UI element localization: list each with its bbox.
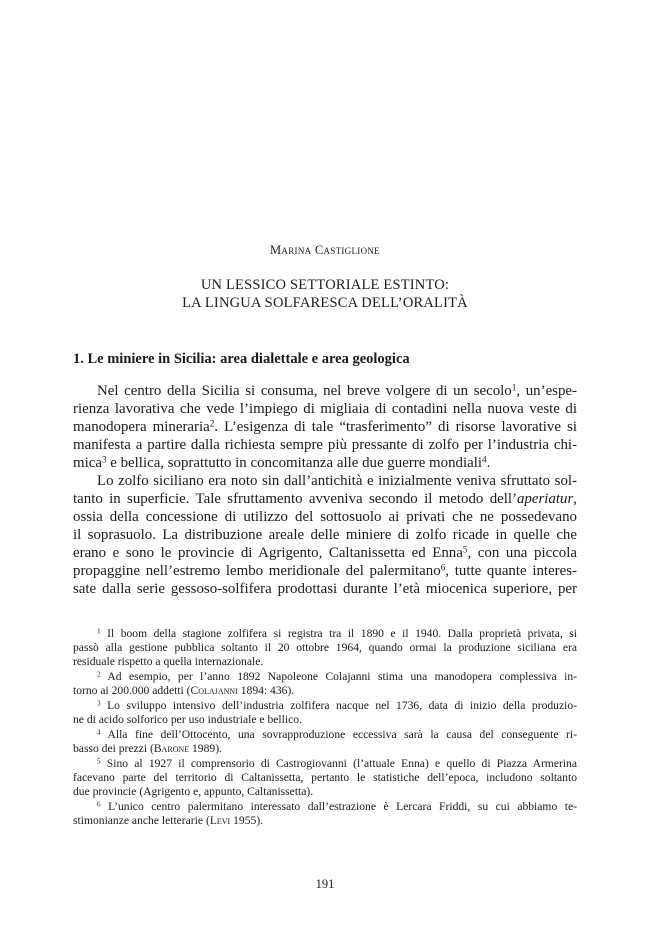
footnote-line: torno ai 200.000 addetti (Colajanni 1894: 436). xyxy=(73,684,295,697)
footnote-ref: 2 xyxy=(209,418,215,429)
body-line: manifesta a partire dalla richiesta sempre più pressante di zolfo per l’industria chi- xyxy=(73,437,577,453)
body-line: sate dalla serie gessoso-solfifera prodottasi durante l’età miocenica superiore, per xyxy=(73,581,577,597)
footnote-line: stimonianze anche letterarie (Levi 1955). xyxy=(73,814,264,827)
footnote-mark: 1 xyxy=(97,627,101,636)
body-line: propaggine nell’estremo lembo meridionale del palermitano$^6$, tutte quante interes- xyxy=(73,562,578,579)
body-line: manodopera mineraria$^2$. L’esigenza di tale “trasferimento” di risorse lavorative si xyxy=(73,418,577,435)
footnote-ref: 3 xyxy=(101,454,107,465)
footnote-ref: 6 xyxy=(440,562,446,573)
footnote-mark: 6 xyxy=(97,800,101,809)
footnote: $^3$ Lo sviluppo intensivo dell’industria zolfifera nacque nel 1736, data di inizio della produzio- xyxy=(97,699,577,712)
cited-author: Levi xyxy=(209,814,231,827)
footnote: $^6$ L’unico centro palermitano interessato dall’estrazione è Lercara Friddi, su cui abbiamo te- xyxy=(97,800,577,813)
article-title-line-1: UN LESSICO SETTORIALE ESTINTO: xyxy=(200,277,450,293)
section-heading: 1. Le miniere in Sicilia: area dialettale e area geologica xyxy=(73,351,410,367)
author-name: Marina Castiglione xyxy=(270,243,380,257)
body-line: il soprasuolo. La distribuzione areale delle miniere di zolfo ricade in quelle che xyxy=(73,527,577,543)
cited-author: Colajanni xyxy=(190,684,238,697)
footnote-line: due provincie (Agrigento e, appunto, Caltanissetta). xyxy=(73,785,314,798)
body-line: ossia della concessione di utilizzo del sottosuolo ai privati che ne possedevano xyxy=(73,509,577,525)
footnote-ref: 4 xyxy=(482,454,487,465)
body-line: mica$^3$ e bellica, soprattutto in concomitanza alle due guerre mondiali$^4$. xyxy=(73,454,491,471)
page-number: 191 xyxy=(315,877,335,891)
body-line: tanto in superficie. Tale sfruttamento avveniva secondo il metodo dell’aperiatur, xyxy=(73,491,577,507)
cited-author: Barone xyxy=(153,742,190,755)
body-line: Nel centro della Sicilia si consuma, nel breve volgere di un secolo$^1$, un’espe- xyxy=(97,382,577,399)
footnote-ref: 5 xyxy=(462,544,468,555)
body-line: erano e sono le provincie di Agrigento, Caltanissetta ed Enna$^5$, con una piccola xyxy=(73,544,578,561)
footnote-mark: 2 xyxy=(97,670,101,679)
body-line: rienza lavorativa che vede l’impiego di migliaia di contadini nella nuova veste di xyxy=(73,401,577,417)
body-line: Lo zolfo siciliano era noto sin dall’antichità e inizialmente veniva sfruttato sol- xyxy=(97,473,577,489)
footnote-line: facevano parte del territorio di Caltanissetta, pertanto le statistiche dell’epoca, includono soltanto xyxy=(73,771,577,784)
footnote-mark: 5 xyxy=(97,757,101,766)
footnote-mark: 3 xyxy=(97,699,101,708)
footnote: $^2$ Ad esempio, per l’anno 1892 Napoleone Colajanni stima una manodopera complessiva in- xyxy=(97,670,577,683)
footnote-line: residuale rispetto a quella internazionale. xyxy=(73,655,264,668)
footnote: $^1$ Il boom della stagione zolfifera si registra tra il 1890 e il 1940. Dalla proprietà privata, si xyxy=(97,627,577,640)
footnote-mark: 4 xyxy=(97,728,101,737)
footnote-line: basso dei prezzi (Barone 1989). xyxy=(73,742,222,755)
footnote-line: ne di acido solforico per uso industriale e bellico. xyxy=(73,713,302,726)
article-title-line-2: LA LINGUA SOLFARESCA DELL’ORALITÀ xyxy=(182,295,468,311)
footnote: $^5$ Sino al 1927 il comprensorio di Castrogiovanni (l’attuale Enna) e quello di Piazza Armerina xyxy=(97,757,577,770)
footnote-ref: 1 xyxy=(511,382,517,393)
footnote: $^4$ Alla fine dell’Ottocento, una sovrapproduzione eccessiva sarà la causa del conseguente ri- xyxy=(97,728,577,741)
footnote-line: passò alla gestione pubblica soltanto il 20 ottobre 1964, quando ormai la produzione siciliana era xyxy=(73,641,577,654)
